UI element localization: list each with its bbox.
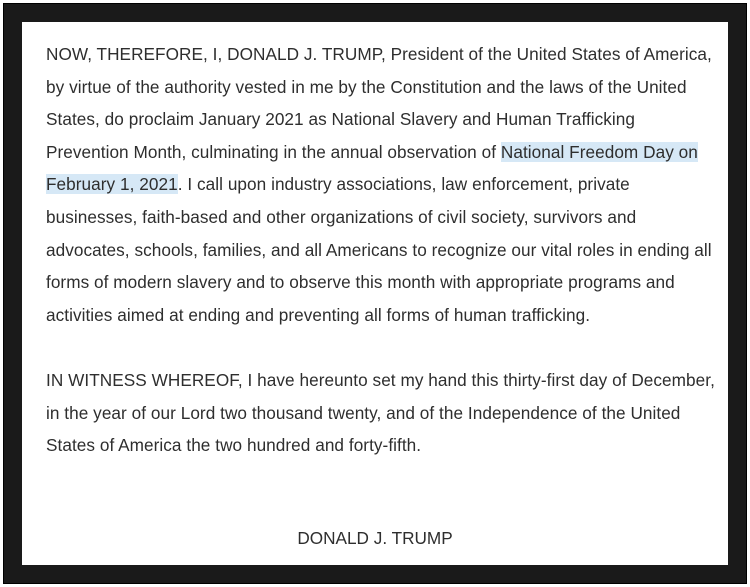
signature-line: DONALD J. TRUMP: [297, 528, 453, 548]
proclamation-paragraph-1: [46, 38, 716, 331]
highlighted-date-text[interactable]: National Freedom Day on February 1, 2021: [46, 141, 698, 195]
paragraph-1-continued-text: . I call upon industry associations, law enforcement, private businesses, faith-based and other organizations of civil society, survivors and advocates, schools, families, and all Americans to recognize our vital roles in ending all forms of modern slavery and to observe this month with appropriate programs and activities aimed at ending and preventing all forms of human trafficking.: [46, 174, 712, 325]
proclamation-body: [46, 38, 716, 462]
document-page: [22, 22, 728, 565]
document-frame: [4, 4, 746, 583]
paragraph-1-text: NOW, THEREFORE, I, DONALD J. TRUMP, President of the United States of America, by virtue of the authority vested in me by the Constitution and the laws of the United States, do proclaim January 2021 as National Slavery and Human Trafficking Prevention Month, culminating in the annual observation of: [46, 44, 712, 162]
proclamation-paragraph-2: IN WITNESS WHEREOF, I have hereunto set my hand this thirty-first day of December, in the year of our Lord two thousand twenty, and of the Independence of the United States of America the two hundred and forty-fifth.: [46, 369, 715, 456]
